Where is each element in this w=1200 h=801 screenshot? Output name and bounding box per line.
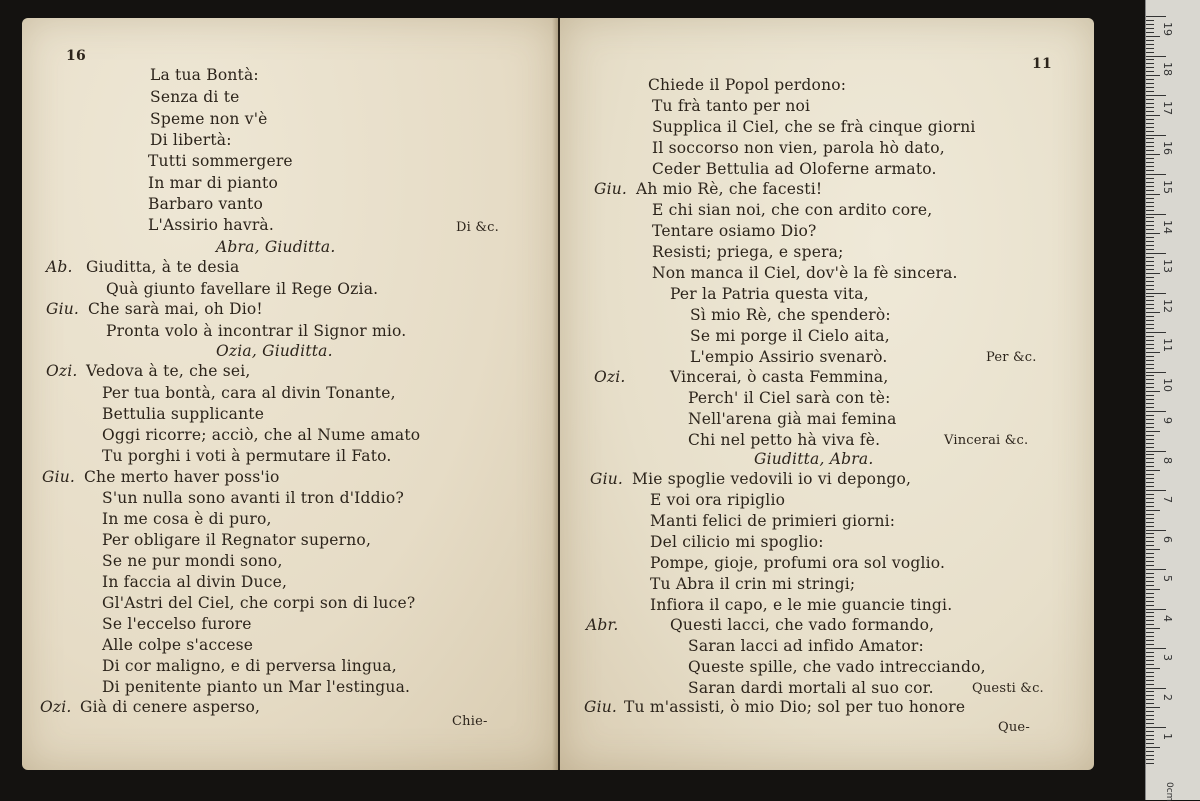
ruler-tick	[1146, 435, 1154, 436]
ruler-tick	[1146, 36, 1160, 37]
verse-line: Saran dardi mortali al suo cor.	[688, 679, 934, 697]
verse-line: Pompe, gioje, profumi ora sol voglio.	[650, 554, 946, 572]
ruler-tick	[1146, 597, 1154, 598]
ruler-tick	[1146, 273, 1160, 274]
speaker-label: Ozi.	[40, 698, 72, 716]
verse-line: Non manca il Ciel, dov'è la fè sincera.	[652, 264, 958, 282]
ruler-tick	[1146, 281, 1154, 282]
verse-line: Tu porghi i voti à permutare il Fato.	[102, 447, 392, 465]
ruler-tick	[1146, 439, 1154, 440]
ruler-tick	[1146, 589, 1160, 590]
ruler-tick	[1146, 225, 1154, 226]
ruler-tick	[1146, 672, 1154, 673]
ruler-tick	[1146, 530, 1166, 531]
ruler-tick	[1146, 178, 1154, 179]
verse-line: Barbaro vanto	[148, 195, 264, 213]
ruler-tick	[1146, 648, 1166, 649]
ruler-tick	[1146, 522, 1154, 523]
verse-line: L'empio Assirio svenarò.	[690, 348, 888, 366]
ruler-tick	[1146, 423, 1154, 424]
ruler-tick	[1146, 605, 1154, 606]
speaker-label: Giu.	[594, 180, 628, 198]
ruler-tick	[1146, 688, 1166, 689]
ruler-number: 17	[1161, 101, 1174, 115]
verse-line: Queste spille, che vado intrecciando,	[688, 658, 986, 676]
ruler-tick	[1146, 111, 1154, 112]
ruler-tick	[1146, 67, 1154, 68]
ruler-number: 13	[1161, 259, 1174, 273]
ruler-tick	[1146, 427, 1154, 428]
ruler-tick	[1146, 174, 1166, 175]
ruler-tick	[1146, 518, 1154, 519]
ruler-tick	[1146, 372, 1166, 373]
verse-line: Giuditta, à te desia	[86, 258, 240, 276]
ruler-tick	[1146, 553, 1154, 554]
speaker-label: Abr.	[586, 616, 619, 634]
ruler-tick	[1146, 364, 1154, 365]
verse-line: Infiora il capo, e le mie guancie tingi.	[650, 596, 953, 614]
ruler-tick	[1146, 328, 1154, 329]
ruler-tick	[1146, 731, 1154, 732]
ruler-number: 15	[1161, 180, 1174, 194]
ruler-tick	[1146, 763, 1154, 764]
verse-line: Ah mio Rè, che facesti!	[636, 180, 823, 198]
ruler-tick	[1146, 190, 1154, 191]
ruler-tick	[1146, 95, 1166, 96]
ruler-tick	[1146, 229, 1154, 230]
ruler-tick	[1146, 581, 1154, 582]
ruler-tick	[1146, 751, 1154, 752]
verse-line: Vincerai, ò casta Femmina,	[670, 368, 889, 386]
ruler-tick	[1146, 32, 1154, 33]
ruler-tick	[1146, 146, 1154, 147]
ruler-tick	[1146, 723, 1154, 724]
ruler-tick	[1146, 664, 1154, 665]
right-page	[560, 18, 1094, 770]
ruler-tick	[1146, 293, 1166, 294]
verse-line: La tua Bontà:	[150, 66, 259, 84]
verse-line: Del cilicio mi spoglio:	[650, 533, 824, 551]
ruler-tick	[1146, 336, 1154, 337]
ruler-tick	[1146, 170, 1154, 171]
ruler-tick	[1146, 447, 1154, 448]
verse-line: Di penitente pianto un Mar l'estingua.	[102, 678, 411, 696]
ruler-tick	[1146, 616, 1154, 617]
verse-line: Saran lacci ad infido Amator:	[688, 637, 924, 655]
ruler-tick	[1146, 585, 1154, 586]
ruler-tick	[1146, 411, 1166, 412]
ruler-tick	[1146, 502, 1154, 503]
speaker-label: Ozi.	[46, 362, 78, 380]
ruler-tick	[1146, 391, 1160, 392]
ruler-tick	[1146, 482, 1154, 483]
ruler-tick	[1146, 115, 1160, 116]
verse-line: S'un nulla sono avanti il tron d'Iddio?	[102, 489, 404, 507]
ruler-tick	[1146, 48, 1154, 49]
ruler-tick	[1146, 640, 1154, 641]
ruler-tick	[1146, 652, 1154, 653]
ruler-number: 8	[1161, 456, 1174, 464]
verse-line: Se l'eccelso furore	[102, 615, 252, 633]
ruler-unit-label: 0cm	[1164, 782, 1174, 801]
verse-line: Speme non v'è	[150, 110, 268, 128]
ruler-tick	[1146, 261, 1154, 262]
verse-line: Chiede il Popol perdono:	[648, 76, 847, 94]
ruler-tick	[1146, 221, 1154, 222]
scene-heading: Giuditta, Abra.	[754, 450, 874, 468]
ruler-tick	[1146, 40, 1154, 41]
ruler-tick	[1146, 510, 1160, 511]
ruler-tick	[1146, 695, 1154, 696]
ruler-tick	[1146, 407, 1154, 408]
ruler-tick	[1146, 609, 1166, 610]
page-number: 16	[66, 48, 86, 64]
ruler-tick	[1146, 379, 1154, 380]
measurement-ruler	[1145, 0, 1200, 800]
aside-cue: Di &c.	[456, 220, 499, 235]
verse-line: Già di cenere asperso,	[80, 698, 261, 716]
ruler-tick	[1146, 680, 1154, 681]
ruler-tick	[1146, 755, 1154, 756]
ruler-tick	[1146, 285, 1154, 286]
ruler-tick	[1146, 214, 1166, 215]
ruler-tick	[1146, 277, 1154, 278]
verse-line: Tutti sommergere	[148, 152, 293, 170]
ruler-tick	[1146, 533, 1154, 534]
aside-cue: Per &c.	[986, 350, 1037, 365]
verse-line: Mie spoglie vedovili io vi depongo,	[632, 470, 912, 488]
verse-line: Se mi porge il Cielo aita,	[690, 327, 890, 345]
verse-line: In faccia al divin Duce,	[102, 573, 288, 591]
ruler-tick	[1146, 387, 1154, 388]
ruler-tick	[1146, 703, 1154, 704]
verse-line: Tu frà tanto per noi	[652, 97, 811, 115]
ruler-tick	[1146, 119, 1154, 120]
ruler-number: 10	[1161, 377, 1174, 392]
ruler-tick	[1146, 79, 1154, 80]
verse-line: Oggi ricorre; acciò, che al Nume amato	[102, 426, 421, 444]
speaker-label: Giu.	[42, 468, 76, 486]
ruler-number: 5	[1161, 575, 1174, 582]
ruler-tick	[1146, 166, 1154, 167]
ruler-tick	[1146, 308, 1154, 309]
catchword: Que-	[998, 720, 1030, 735]
ruler-tick	[1146, 340, 1154, 341]
ruler-tick	[1146, 123, 1154, 124]
verse-line: E chi sian noi, che con ardito core,	[652, 201, 933, 219]
ruler-tick	[1146, 415, 1154, 416]
ruler-tick	[1146, 624, 1154, 625]
ruler-tick	[1146, 348, 1154, 349]
ruler-tick	[1146, 676, 1154, 677]
ruler-number: 3	[1161, 654, 1174, 661]
ruler-tick	[1146, 99, 1154, 100]
ruler-tick	[1146, 699, 1154, 700]
ruler-tick	[1146, 206, 1154, 207]
ruler-tick	[1146, 16, 1166, 17]
scene-heading: Abra, Giuditta.	[216, 238, 336, 256]
ruler-tick	[1146, 375, 1154, 376]
ruler-tick	[1146, 486, 1154, 487]
ruler-tick	[1146, 249, 1154, 250]
ruler-tick	[1146, 304, 1154, 305]
ruler-tick	[1146, 474, 1154, 475]
ruler-tick	[1146, 727, 1166, 728]
ruler-tick	[1146, 289, 1154, 290]
ruler-tick	[1146, 296, 1154, 297]
ruler-tick	[1146, 217, 1154, 218]
ruler-tick	[1146, 87, 1154, 88]
ruler-tick	[1146, 198, 1154, 199]
ruler-tick	[1146, 210, 1154, 211]
ruler-tick	[1146, 269, 1154, 270]
ruler-tick	[1146, 715, 1154, 716]
verse-line: Questi lacci, che vado formando,	[670, 616, 935, 634]
ruler-tick	[1146, 545, 1154, 546]
ruler-tick	[1146, 265, 1154, 266]
ruler-tick	[1146, 707, 1160, 708]
ruler-tick	[1146, 549, 1160, 550]
ruler-tick	[1146, 569, 1166, 570]
ruler-tick	[1146, 443, 1154, 444]
ruler-tick	[1146, 636, 1154, 637]
verse-line: Quà giunto favellare il Rege Ozia.	[106, 280, 379, 298]
ruler-number: 16	[1161, 140, 1174, 155]
verse-line: Chi nel petto hà viva fè.	[688, 431, 881, 449]
ruler-number: 18	[1161, 61, 1174, 76]
ruler-tick	[1146, 462, 1154, 463]
verse-line: Sì mio Rè, che spenderò:	[690, 306, 891, 324]
ruler-tick	[1146, 601, 1154, 602]
ruler-tick	[1146, 632, 1154, 633]
speaker-label: Ab.	[46, 258, 73, 276]
ruler-tick	[1146, 320, 1154, 321]
ruler-tick	[1146, 458, 1154, 459]
ruler-tick	[1146, 490, 1166, 491]
ruler-tick	[1146, 241, 1154, 242]
ruler-tick	[1146, 103, 1154, 104]
verse-line: Resisti; priega, e spera;	[652, 243, 844, 261]
ruler-tick	[1146, 324, 1154, 325]
ruler-tick	[1146, 573, 1154, 574]
ruler-tick	[1146, 316, 1154, 317]
ruler-tick	[1146, 478, 1154, 479]
page-number: 11	[1032, 56, 1052, 72]
ruler-number: 6	[1161, 535, 1174, 543]
ruler-tick	[1146, 158, 1154, 159]
ruler-tick	[1146, 154, 1160, 155]
ruler-number: 1	[1161, 733, 1174, 740]
ruler-tick	[1146, 470, 1160, 471]
verse-line: Nell'arena già mai femina	[688, 410, 897, 428]
ruler-tick	[1146, 360, 1154, 361]
ruler-tick	[1146, 83, 1154, 84]
ruler-tick	[1146, 644, 1154, 645]
ruler-tick	[1146, 20, 1154, 21]
ruler-tick	[1146, 127, 1154, 128]
ruler-tick	[1146, 300, 1154, 301]
verse-line: Per tua bontà, cara al divin Tonante,	[102, 384, 396, 402]
ruler-tick	[1146, 332, 1166, 333]
ruler-tick	[1146, 194, 1160, 195]
speaker-label: Ozi.	[594, 368, 626, 386]
ruler-tick	[1146, 451, 1166, 452]
speaker-label: Giu.	[46, 300, 80, 318]
ruler-tick	[1146, 561, 1154, 562]
verse-line: L'Assirio havrà.	[148, 216, 274, 234]
verse-line: Ceder Bettulia ad Oloferne armato.	[652, 160, 937, 178]
ruler-tick	[1146, 237, 1154, 238]
ruler-tick	[1146, 431, 1160, 432]
aside-cue: Vincerai &c.	[944, 433, 1029, 448]
ruler-tick	[1146, 494, 1154, 495]
ruler-number: 9	[1161, 417, 1174, 424]
ruler-tick	[1146, 142, 1154, 143]
ruler-number: 2	[1161, 693, 1174, 701]
ruler-tick	[1146, 44, 1154, 45]
ruler-number: 7	[1161, 496, 1174, 503]
ruler-tick	[1146, 691, 1154, 692]
verse-line: Di cor maligno, e di perversa lingua,	[102, 657, 397, 675]
ruler-tick	[1146, 541, 1154, 542]
verse-line: Bettulia supplicante	[102, 405, 265, 423]
ruler-tick	[1146, 743, 1154, 744]
ruler-tick	[1146, 656, 1154, 657]
ruler-tick	[1146, 395, 1154, 396]
ruler-tick	[1146, 719, 1154, 720]
ruler-tick	[1146, 91, 1154, 92]
ruler-tick	[1146, 138, 1154, 139]
verse-line: Senza di te	[150, 88, 240, 106]
ruler-tick	[1146, 399, 1154, 400]
verse-line: Tu Abra il crin mi stringi;	[650, 575, 856, 593]
scene-heading: Ozia, Giuditta.	[216, 342, 333, 360]
ruler-tick	[1146, 312, 1160, 313]
ruler-tick	[1146, 514, 1154, 515]
ruler-number: 12	[1161, 298, 1174, 313]
ruler-tick	[1146, 150, 1154, 151]
ruler-tick	[1146, 186, 1154, 187]
ruler-tick	[1146, 557, 1154, 558]
ruler-tick	[1146, 135, 1166, 136]
ruler-tick	[1146, 59, 1154, 60]
ruler-tick	[1146, 24, 1154, 25]
ruler-tick	[1146, 107, 1154, 108]
ruler-tick	[1146, 506, 1154, 507]
ruler-number: 11	[1161, 338, 1174, 352]
ruler-tick	[1146, 71, 1154, 72]
ruler-tick	[1146, 344, 1154, 345]
ruler-tick	[1146, 257, 1154, 258]
ruler-tick	[1146, 356, 1154, 357]
ruler-tick	[1146, 739, 1154, 740]
verse-line: Manti felici de primieri giorni:	[650, 512, 896, 530]
verse-line: Pronta volo à incontrar il Signor mio.	[106, 322, 407, 340]
catchword: Chie-	[452, 714, 488, 729]
ruler-tick	[1146, 28, 1154, 29]
ruler-tick	[1146, 735, 1154, 736]
ruler-tick	[1146, 131, 1154, 132]
verse-line: In me cosa è di puro,	[102, 510, 272, 528]
ruler-tick	[1146, 759, 1154, 760]
verse-line: E voi ora ripiglio	[650, 491, 786, 509]
ruler-tick	[1146, 56, 1166, 57]
ruler-tick	[1146, 245, 1154, 246]
ruler-tick	[1146, 498, 1154, 499]
ruler-tick	[1146, 628, 1160, 629]
left-page	[22, 18, 558, 770]
verse-line: Perch' il Ciel sarà con tè:	[688, 389, 891, 407]
ruler-tick	[1146, 537, 1154, 538]
ruler-tick	[1146, 593, 1154, 594]
ruler-tick	[1146, 63, 1154, 64]
ruler-tick	[1146, 162, 1154, 163]
ruler-tick	[1146, 660, 1154, 661]
verse-line: Di libertà:	[150, 131, 232, 149]
ruler-tick	[1146, 419, 1154, 420]
speaker-label: Giu.	[590, 470, 624, 488]
verse-line: Il soccorso non vien, parola hò dato,	[652, 139, 945, 157]
ruler-tick	[1146, 75, 1160, 76]
verse-line: Alle colpe s'accese	[102, 636, 254, 654]
ruler-tick	[1146, 466, 1154, 467]
verse-line: Supplica il Ciel, che se frà cinque giorni	[652, 118, 976, 136]
ruler-tick	[1146, 454, 1154, 455]
ruler-tick	[1146, 52, 1154, 53]
verse-line: Per la Patria questa vita,	[670, 285, 869, 303]
speaker-label: Giu.	[584, 698, 618, 716]
ruler-tick	[1146, 747, 1160, 748]
ruler-tick	[1146, 668, 1160, 669]
ruler-tick	[1146, 202, 1154, 203]
ruler-tick	[1146, 403, 1154, 404]
verse-line: Che sarà mai, oh Dio!	[88, 300, 263, 318]
ruler-tick	[1146, 711, 1154, 712]
ruler-tick	[1146, 253, 1166, 254]
ruler-tick	[1146, 620, 1154, 621]
aside-cue: Questi &c.	[972, 681, 1044, 696]
verse-line: Tu m'assisti, ò mio Dio; sol per tuo honore	[624, 698, 966, 716]
ruler-tick	[1146, 352, 1160, 353]
ruler-tick	[1146, 182, 1154, 183]
ruler-number: 14	[1161, 219, 1174, 234]
ruler-number: 4	[1161, 614, 1174, 622]
ruler-tick	[1146, 383, 1154, 384]
ruler-tick	[1146, 368, 1154, 369]
verse-line: Gl'Astri del Ciel, che corpi son di luce?	[102, 594, 416, 612]
verse-line: Che merto haver poss'io	[84, 468, 280, 486]
ruler-tick	[1146, 526, 1154, 527]
verse-line: Vedova à te, che sei,	[86, 362, 251, 380]
ruler-tick	[1146, 233, 1160, 234]
ruler-tick	[1146, 684, 1154, 685]
verse-line: Per obligare il Regnator superno,	[102, 531, 372, 549]
verse-line: In mar di pianto	[148, 174, 278, 192]
ruler-tick	[1146, 577, 1154, 578]
ruler-tick	[1146, 565, 1154, 566]
ruler-number: 19	[1161, 22, 1174, 36]
ruler-tick	[1146, 612, 1154, 613]
verse-line: Tentare osiamo Dio?	[652, 222, 817, 240]
verse-line: Se ne pur mondi sono,	[102, 552, 283, 570]
